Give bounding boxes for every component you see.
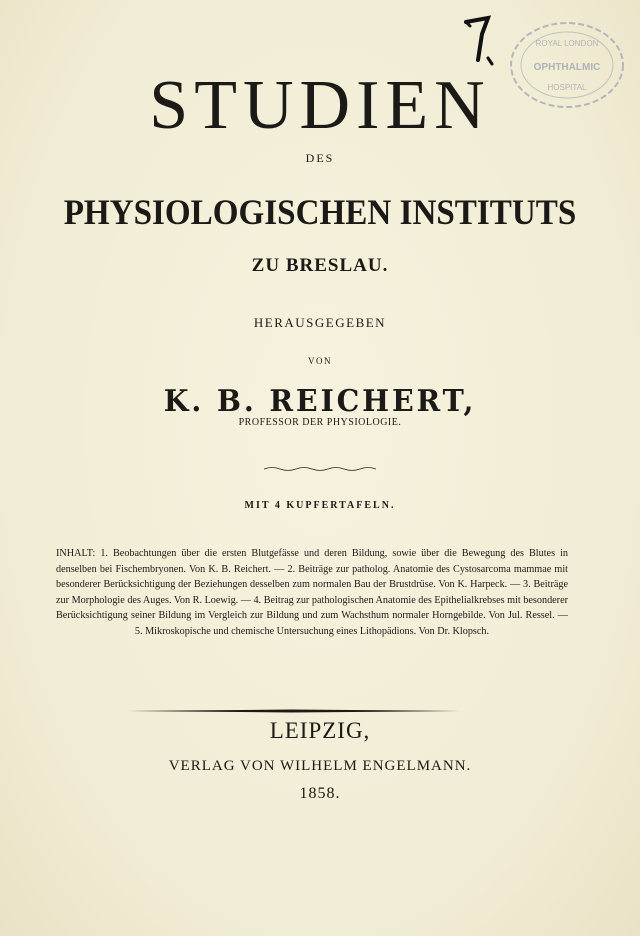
publisher-rule — [122, 700, 460, 704]
city-line: ZU BRESLAU. — [251, 255, 389, 276]
editor-label: HERAUSGEGEBEN — [253, 315, 387, 330]
ornament-divider — [262, 459, 378, 465]
author-name: K. B. REICHERT, — [163, 384, 477, 419]
handwritten-shelf-mark — [462, 14, 496, 66]
contents-paragraph: INHALT: 1. Beobachtungen über die ersten Blutgefässe und deren Bildung, sowie über die Bewegung des Blutes in denselben bei Fischembryonen. Von K. B. Reichert. — 2. Beiträge zur patholog. Anatomie des Cystosarcoma mammae mit besonderer Berücksichtigung der Beziehungen desselben zum normalen Bau der Brustdrüse. Von K. Harpeck. — 3. Beiträge zur Morphologie des Auges. Von R. Loewig. — 4. Beitrag zur pathologischen Anatomie des Epithelialkrebses mit besonderer Berücksichtigung seiner Bildung im Vergleich zur Bildung und zum Wachsthum normaler Horngebilde. Von Jul. Ressel. — 5. Mikroskopische und chemische Untersuchung eines Lithopädions. Von Dr. Klopsch. — [56, 548, 568, 637]
plates-note: MIT 4 KUPFERTAFELN. — [244, 500, 396, 511]
stamp-text-mid: OPHTHALMIC — [533, 62, 601, 73]
stamp-text-top: ROYAL LONDON — [535, 39, 599, 48]
subtitle-des: DES — [305, 151, 335, 165]
publication-place: LEIPZIG, — [269, 718, 371, 743]
institute-title: PHYSIOLOGISCHEN INSTITUTS — [63, 192, 577, 232]
publication-year: 1858. — [299, 785, 341, 802]
von-label: VON — [308, 356, 332, 366]
publisher-line: VERLAG VON WILHELM ENGELMANN. — [168, 758, 472, 774]
stamp-text-bottom: HOSPITAL — [547, 83, 587, 92]
author-title: PROFESSOR DER PHYSIOLOGIE. — [238, 417, 402, 428]
main-title: STUDIEN — [149, 67, 491, 144]
